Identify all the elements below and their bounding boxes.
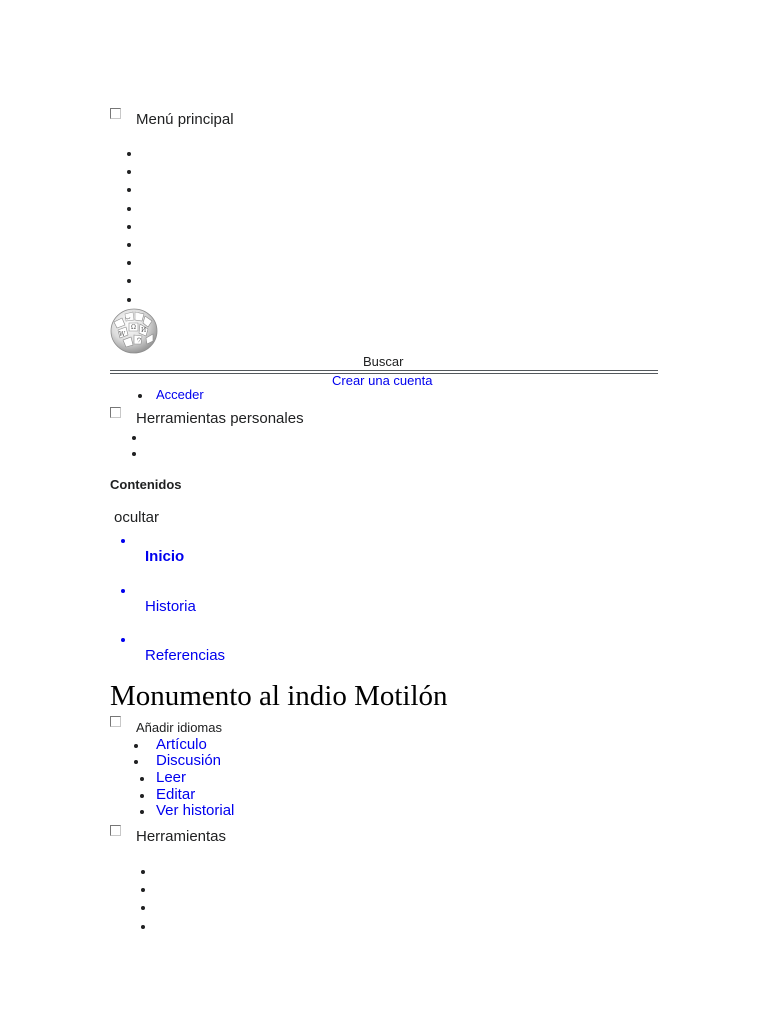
tools-item (141, 906, 145, 910)
main-menu-item (127, 207, 131, 211)
main-menu-item (127, 225, 131, 229)
view-talk-link[interactable]: Discusión (156, 752, 222, 769)
tools-item (141, 925, 145, 929)
view-edit-link[interactable]: Editar (156, 786, 196, 803)
add-languages-label[interactable]: Añadir idiomas (136, 720, 222, 735)
main-menu-item (127, 298, 131, 302)
main-menu-checkbox[interactable] (110, 108, 121, 119)
toc-bullet (121, 638, 125, 642)
main-menu-item (127, 152, 131, 156)
tools-item (141, 888, 145, 892)
view-bullet (140, 794, 144, 798)
tools-label[interactable]: Herramientas (136, 828, 227, 845)
svg-text:ب: ب (125, 314, 131, 321)
toc-bullet (121, 589, 125, 593)
toc-item-referencias[interactable]: Referencias (145, 647, 226, 664)
toc-bullet (121, 539, 125, 543)
create-account-link[interactable]: Crear una cuenta (332, 373, 433, 388)
svg-text:ウ: ウ (136, 337, 143, 344)
view-bullet (140, 810, 144, 814)
svg-text:И: И (141, 327, 147, 334)
toc-item-historia[interactable]: Historia (145, 598, 196, 615)
view-bullet (140, 777, 144, 781)
view-bullet (134, 744, 138, 748)
logo-omega: Ω (131, 324, 136, 331)
wikipedia-globe-icon[interactable] (109, 308, 159, 359)
main-menu-item (127, 261, 131, 265)
main-menu-item (127, 188, 131, 192)
personal-tools-item (132, 436, 136, 440)
main-menu-item (127, 279, 131, 283)
tools-checkbox[interactable] (110, 825, 121, 836)
toc-toggle[interactable]: ocultar (114, 509, 160, 526)
languages-checkbox[interactable] (110, 716, 121, 727)
personal-tools-item (132, 452, 136, 456)
svg-text:W: W (119, 331, 126, 338)
page-title: Monumento al indio Motilón (110, 680, 448, 712)
main-menu-item (127, 170, 131, 174)
view-history-link[interactable]: Ver historial (156, 802, 235, 819)
view-bullet (134, 760, 138, 764)
view-article-link[interactable]: Artículo (156, 736, 207, 753)
toc-item-inicio[interactable]: Inicio (145, 548, 185, 565)
personal-tools-checkbox[interactable] (110, 407, 121, 418)
main-menu-item (127, 243, 131, 247)
personal-tools-label[interactable]: Herramientas personales (136, 410, 304, 427)
view-read-link[interactable]: Leer (156, 769, 187, 786)
search-label[interactable]: Buscar (363, 354, 404, 369)
login-link[interactable]: Acceder (156, 387, 204, 402)
tools-item (141, 870, 145, 874)
main-menu-label[interactable]: Menú principal (136, 111, 234, 128)
divider (110, 370, 658, 371)
toc-heading: Contenidos (110, 477, 182, 492)
login-bullet (138, 394, 142, 398)
